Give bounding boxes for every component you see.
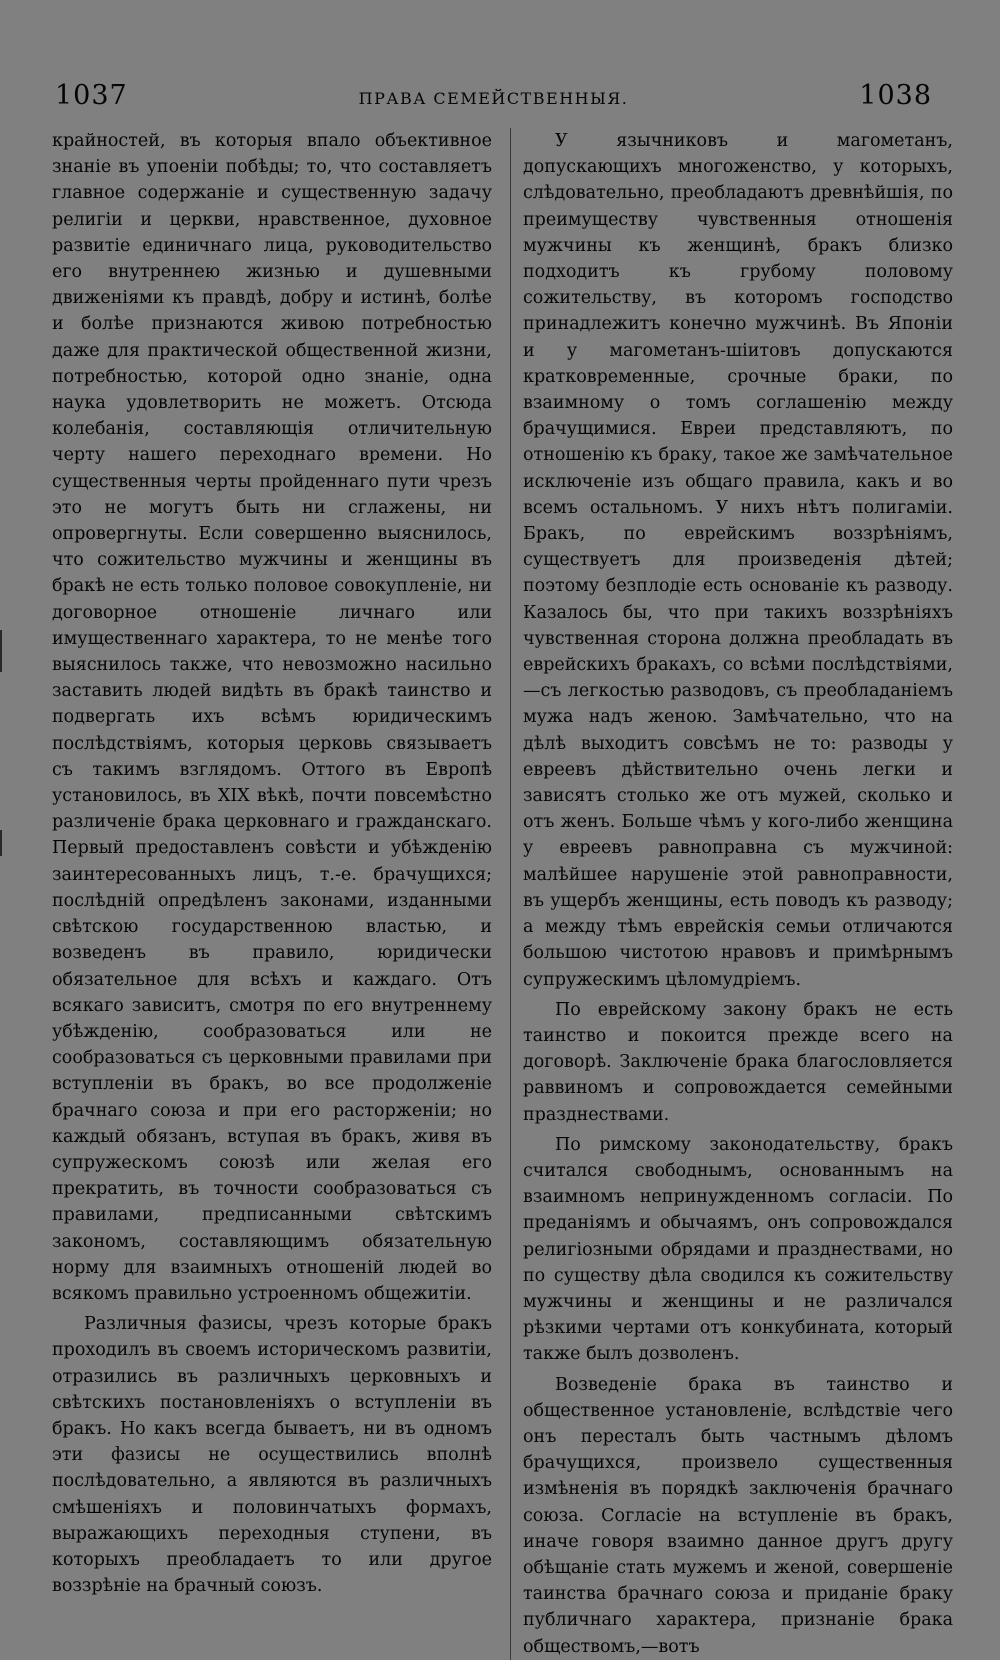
paragraph: крайностей, въ которыя впало объективное знаніе въ упоеніи побѣды; то, что составляетъ главное содержаніе и существенную задачу религіи и церкви, нравственное, духовное развитіе единичнаго лица, руководительство его внутреннею жизнью и душевными движеніями къ правдѣ, добру и истинѣ, болѣе и болѣе признаются живою потребностью даже для практической общественной жизни, потребностью, которой одно знаніе, одна наука удовлетворить не можетъ. Отсюда колебанія, составляющія отличительную черту нашего переходнаго времени. Но существенныя черты пройденнаго пути чрезъ это не могутъ быть ни сглажены, ни опровергнуты. Если совершенно выяснилось, что сожительство мужчины и женщины въ бракѣ не есть только половое совокупленіе, ни договорное отношеніе личнаго или имущественнаго характера, то не менѣе того выяснилось также, что невозможно насильно заставить людей видѣть въ бракѣ таинство и подвергать ихъ всѣмъ юридическимъ послѣдствіямъ, которыя церковь связываетъ съ такимъ взглядомъ. Оттого въ Европѣ установилось, въ XIX вѣкѣ, почти повсемѣстно различеніе брака церковнаго и гражданскаго. Первый предоставленъ совѣсти и убѣжденію заинтересованныхъ лицъ, т.-е. брачущихся; послѣдній опредѣленъ законами, изданными свѣтскою государственною властью, и возведенъ въ правило, юридически обязательное для всѣхъ и каждаго. Отъ всякаго зависитъ, смотря по его внутреннему убѣжденію, сообразоваться или не сообразоваться съ церковными правилами при вступленіи въ бракъ, во все продолженіе брачнаго союза и при его расторженіи; но каждый обязанъ, вступая въ бракъ, живя въ супружескомъ союзѣ или желая его прекратить, въ точности сообразоваться съ правилами, предписанными свѣтскимъ закономъ, составляющимъ обязательную норму для взаимныхъ отношеній людей во всякомъ правильно устроенномъ общежитіи. (52, 131, 492, 1304)
page-number-left: 1037 (55, 80, 128, 111)
paragraph: По римскому законодательству, бракъ считался свободнымъ, основаннымъ на взаимномъ непринужденномъ согласіи. По преданіямъ и обычаямъ, онъ сопровождался религіозными обрядами и празднествами, но по существу дѣла сводился къ сожительству мужчины и женщины и не различался рѣзкими чертами отъ конкубината, который также былъ дозволенъ. (523, 1134, 953, 1365)
page-number-right: 1038 (859, 80, 932, 111)
right-column (510, 128, 953, 1660)
margin-mark (0, 830, 2, 856)
paragraph: У язычниковъ и магометанъ, допускающихъ многоженство, у которыхъ, слѣдовательно, преобладаютъ древнѣйшія, по преимуществу чувственныя отношенія мужчины къ женщинѣ, бракъ близко подходитъ къ грубому половому сожительству, въ которомъ господство принадлежитъ конечно мужчинѣ. Въ Японіи и у магометанъ-шіитовъ допускаются кратковременные, срочные браки, по взаимному о томъ соглашенію между брачущимися. Евреи представляютъ, по отношенію къ браку, такое же замѣчательное исключеніе изъ общаго правила, какъ и во всемъ остальномъ. У нихъ нѣтъ полигаміи. Бракъ, по еврейскимъ воззрѣніямъ, существуетъ для произведенія дѣтей; поэтому безплодіе есть основаніе къ разводу. Казалось бы, что при такихъ воззрѣніяхъ чувственная сторона должна преобладать въ еврейскихъ бракахъ, со всѣми послѣдствіями,—съ легкостью разводовъ, съ преобладаніемъ мужа надъ женою. Замѣчательно, что на дѣлѣ выходитъ совсѣмъ не то: разводы у евреевъ дѣйствительно очень легки и зависятъ столько же отъ мужей, сколько и отъ женъ. Больше чѣмъ у кого-либо женщина у евреевъ равноправна съ мужчиной: малѣйшее нарушеніе этой равноправности, въ ущербъ женщины, есть поводъ къ разводу; а между тѣмъ еврейскія семьи отличаются большою чистотою нравовъ и примѣрнымъ супружескимъ цѣломудріемъ. (523, 131, 953, 990)
running-title: ПРАВА СЕМЕЙСТВЕННЫЯ. (358, 89, 629, 108)
left-column (52, 128, 492, 1599)
margin-mark (0, 630, 2, 672)
page-header (55, 80, 932, 114)
paragraph: Различныя фазисы, чрезъ которые бракъ проходилъ въ своемъ историческомъ развитіи, отразились въ различныхъ церковныхъ и свѣтскихъ постановленіяхъ о вступленіи въ бракъ. Но какъ всегда бываетъ, ни въ одномъ эти фазисы не осуществились вполнѣ послѣдовательно, а являются въ различныхъ смѣшеніяхъ и половинчатыхъ формахъ, выражающихъ переходныя ступени, въ которыхъ преобладаетъ то или другое воззрѣніе на брачный союзъ. (52, 1314, 492, 1597)
paragraph: Возведеніе брака въ таинство и общественное установленіе, вслѣдствіе чего онъ пересталъ быть частнымъ дѣломъ брачущихся, произвело существенныя измѣненія въ порядкѣ заключенія брачнаго союза. Согласіе на вступленіе въ бракъ, иначе говоря взаимно данное другъ другу обѣщаніе стать мужемъ и женой, совершеніе таинства брачнаго союза и приданіе браку публичнаго характера, признаніе брака обществомъ,—вотъ (523, 1374, 953, 1657)
paragraph: По еврейскому закону бракъ не есть таинство и покоится прежде всего на договорѣ. Заключеніе брака благословляется раввиномъ и сопровождается семейными празднествами. (523, 999, 953, 1125)
